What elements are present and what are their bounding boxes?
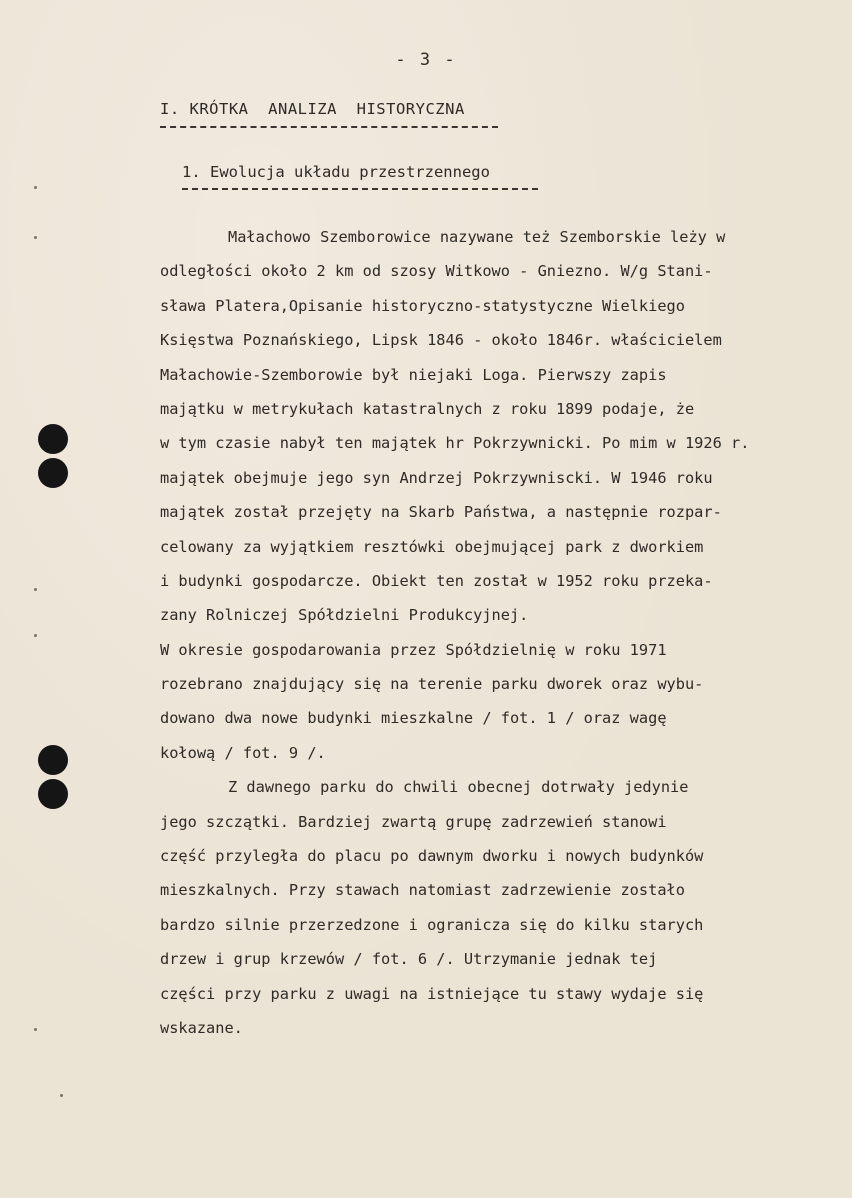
paper-speck bbox=[34, 634, 37, 637]
text-line: Księstwa Poznańskiego, Lipsk 1846 - około 1846r. właścicielem bbox=[160, 331, 722, 350]
text-line: Małachowo Szemborowice nazywane też Szemborskie leży w bbox=[228, 228, 726, 246]
paper-speck bbox=[34, 588, 37, 591]
text-line: w tym czasie nabył ten majątek hr Pokrzywnicki. Po mim w 1926 r. bbox=[160, 434, 750, 453]
paper-speck bbox=[34, 186, 37, 189]
text-line: i budynki gospodarcze. Obiekt ten został w 1952 roku przeka- bbox=[160, 571, 713, 590]
punch-hole bbox=[38, 779, 68, 809]
text-line: jego szczątki. Bardziej zwartą grupę zadrzewień stanowi bbox=[160, 812, 667, 831]
text-line: majątek obejmuje jego syn Andrzej Pokrzywniscki. W 1946 roku bbox=[160, 468, 713, 487]
subsection-title-underline bbox=[182, 188, 538, 190]
text-line: sława Platera,Opisanie historyczno-statystyczne Wielkiego bbox=[160, 296, 685, 315]
text-line: mieszkalnych. Przy stawach natomiast zadrzewienie zostało bbox=[160, 881, 685, 900]
section-title-underline bbox=[160, 126, 498, 128]
text-line: majątek został przejęty na Skarb Państwa, a następnie rozpar- bbox=[160, 503, 722, 522]
text-line: Małachowie-Szemborowie był niejaki Loga. Pierwszy zapis bbox=[160, 365, 667, 384]
text-line: kołową / fot. 9 /. bbox=[160, 743, 326, 762]
text-line: bardzo silnie przerzedzone i ogranicza się do kilku starych bbox=[160, 915, 704, 934]
text-line: drzew i grup krzewów / fot. 6 /. Utrzymanie jednak tej bbox=[160, 950, 658, 969]
text-line: część przyległa do placu po dawnym dworku i nowych budynków bbox=[160, 847, 704, 866]
paper-speck bbox=[34, 236, 37, 239]
text-line: odległości około 2 km od szosy Witkowo - Gniezno. W/g Stani- bbox=[160, 262, 713, 281]
paper-speck bbox=[34, 1028, 37, 1031]
text-line: części przy parku z uwagi na istniejące tu stawy wydaje się bbox=[160, 984, 704, 1003]
text-line: zany Rolniczej Spółdzielni Produkcyjnej. bbox=[160, 606, 529, 625]
punch-hole bbox=[38, 745, 68, 775]
text-line: celowany za wyjątkiem resztówki obejmującej park z dworkiem bbox=[160, 537, 704, 556]
body-text bbox=[160, 220, 840, 1045]
punch-hole bbox=[38, 458, 68, 488]
text-line: majątku w metrykułach katastralnych z roku 1899 podaje, że bbox=[160, 399, 695, 418]
paper-speck bbox=[60, 1094, 63, 1097]
text-line: wskazane. bbox=[160, 1018, 243, 1037]
subsection-title: 1. Ewolucja układu przestrzennego bbox=[182, 163, 490, 181]
text-line: W okresie gospodarowania przez Spółdzielnię w roku 1971 bbox=[160, 640, 667, 659]
text-line: Z dawnego parku do chwili obecnej dotrwały jedynie bbox=[228, 778, 689, 797]
page-number: - 3 - bbox=[395, 50, 457, 70]
text-line: rozebrano znajdujący się na terenie parku dworek oraz wybu- bbox=[160, 675, 704, 694]
punch-hole bbox=[38, 424, 68, 454]
text-line: dowano dwa nowe budynki mieszkalne / fot. 1 / oraz wagę bbox=[160, 709, 667, 728]
section-title: I. KRÓTKA ANALIZA HISTORYCZNA bbox=[160, 100, 465, 118]
